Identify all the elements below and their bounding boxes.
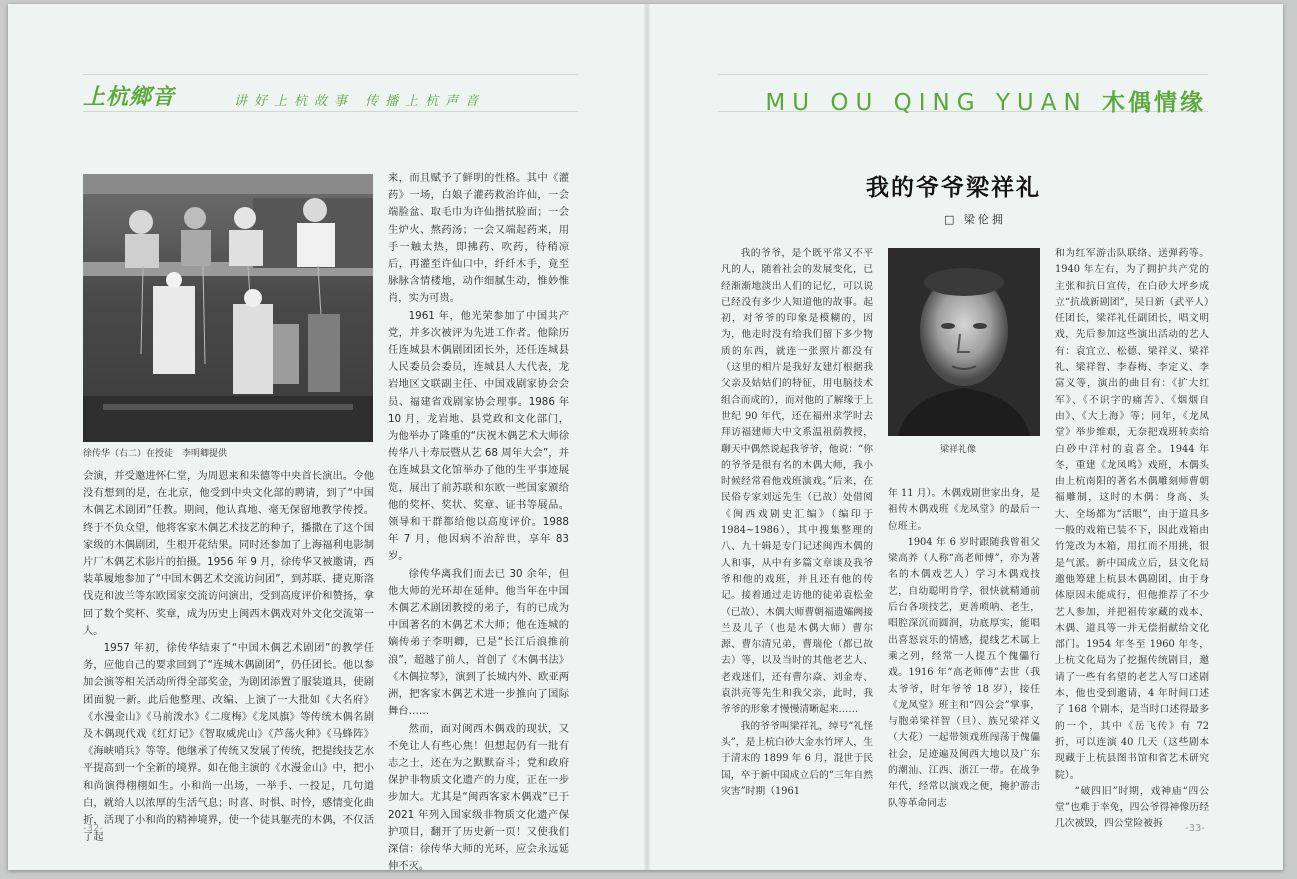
right-header-rule-top (718, 74, 1208, 75)
right-col1-paragraph: 我的爷爷叫梁祥礼，绰号“礼怪头”，是上杭白砂大金水竹坪人，生于清末的 1899 年 6 月，混世于民国，卒于新中国成立后的“三年自然灾害”时期（1961 (721, 720, 873, 797)
magazine-logo: 上杭鄉音 (83, 85, 176, 110)
section-title-cn: 木偶情缘 (1102, 90, 1206, 116)
magazine-spread (8, 4, 1283, 873)
photo-caption: 徐传华（右二）在授徒 李明卿提供 (83, 449, 228, 459)
section-title (765, 84, 1206, 117)
portrait-caption: 梁祥礼像 (940, 445, 977, 455)
page-number-left: -32- (83, 823, 103, 834)
right-col3-paragraph: “破四旧”时期，戏神庙“四公堂”也难于幸免，四公爷得神像历经几次被毁，四公堂险被拆 (1055, 785, 1209, 830)
article-author: □ 梁伦拥 (944, 213, 1006, 226)
left-column-2 (388, 170, 569, 873)
right-col3-paragraph: 和为红军游击队联络、送弹药等。1940 年左右，为了拥护共产党的主张和抗日宣传，在白砂大坪乡成立“抗战新剧团”，吴日新（武平人）任团长，梁祥礼任副团长，唱文明戏，先后参加这些演出活动的艺人有：袁宜立、松德、梁祥义、梁祥礼、梁祥智、李春梅、李定义、李富义等，演出的曲目有：《扩大红军》、《不识字的痛苦》、《烟烟自由》、《大上海》等；同年，《龙凤堂》举步维艰，无奈把戏班转卖给白砂中洋村的袁喜全。1944 年冬，重建《龙凤鸣》戏班，木偶头由上杭南阳的著名木偶雕刻师曹朝福雕制，这时的木偶：身高、头大、全场都为“活眼”，由于道具多一般的戏箱已装不下，因此戏箱由竹笼改为木箱，用扛而不用挑，很是气派。新中国成立后，县文化局邀他筹建上杭县木偶剧团，由于身体原因未能成行，但他推荐了不少艺人参加，并把祖传家藏的戏本、木偶、道具等一并无偿捐献给文化部门。1954 年冬至 1960 年冬，上杭文化局为了挖掘传统剧目，邀请了一些有名望的老艺人写口述剧本，他也受到邀请，4 年时间口述了 168 个剧本，是当时口述得最多的一个，其中《岳飞传》有 72 折，可以连演 40 几天（这些剧本现藏于上杭县图书馆和省艺术研究院）。 (1055, 248, 1209, 781)
right-col2-paragraph: 1904 年 6 岁时跟随我曾祖父梁高养（人称“高老师傅”，亦为著名的木偶戏艺人）学习木偶戏技艺，自幼聪明肯学，很快就精通前后台各项技艺，更善唢呐、老生，唱腔深沉而圆润，功底厚实，能唱出喜怒哀乐的情感，提线艺术属上乘之列，经常一人提五个傀儡行戏。1916 年“高老师傅”去世（我太爷爷，时年爷爷 18 岁），接任《龙凤堂》班主和“四公会”掌事，与胞弟梁祥智（旦）、族兄梁祥义（大花）一起带领戏班闯荡于傀儡社会，足迹遍及闽西大地以及广东的潮汕、江西、浙江一带。在战争年代，经常以演戏之便，掩护游击队等革命同志 (888, 536, 1040, 809)
right-col2-paragraph: 年 11 月）。木偶戏剧世家出身，是祖传木偶戏班《龙凤堂》的最后一位班主。 (888, 488, 1040, 532)
right-column-1 (721, 246, 873, 826)
puppet-show-photo (83, 174, 373, 442)
left-col2-paragraph: 然而，面对闽西木偶戏的现状，又不免让人有些心焦！但想起仍有一批有志之士，还在为之默默奋斗；党和政府保护非物质文化遗产的力度，正在一步步加大。尤其是“闽西客家木偶戏”已于 2021 年列入国家级非物质文化遗产保护项目，翻开了历史新一页！又使我们深信：徐传华大师的光环，应会永远延伸不灭。 (388, 722, 569, 873)
puppet-show-image (83, 174, 373, 442)
left-col2-paragraph: 徐传华离我们而去已 30 余年，但他大师的光环却在延伸。他当年在中国木偶艺术剧团教授的弟子，有的已成为中国著名的木偶艺术大师；他在连城的嫡传弟子李明卿，已是“长江后浪推前浪”，超越了前人，首创了《木偶书法》《木偶拉琴》，演到了长城内外、欧亚两洲，把客家木偶艺术进一步推向了国际舞台…… (388, 567, 569, 718)
section-title-en: MU OU QING YUAN (765, 90, 1088, 116)
spine-gutter (644, 4, 650, 870)
left-header-rule-bottom (83, 111, 578, 112)
left-col2-paragraph: 1961 年，他光荣参加了中国共产党，并多次被评为先进工作者。他除历任连城县木偶剧团团长外，还任连城县人民委员会委员，连城县人大代表，龙岩地区文联副主任、中国戏剧家协会会员、福建省戏剧家协会理事。1986 年 10 月，龙岩地、县党政和文化部门，为他举办了隆重的“庆祝木偶艺术大师徐传华八十寿辰暨从艺 68 周年大会”，并在连城县文化馆举办了他的生平事迹展览，展出了前苏联和东欧一些国家颁给他的奖杯、奖状、奖章、证书等展品。领导和干群都给他以高度评价。1988 年 7 月，他因病不治辞世，享年 83 岁。 (388, 309, 569, 563)
right-column-2 (888, 486, 1040, 826)
portrait-image (888, 248, 1040, 436)
header-slogan: 讲好上杭故事 传播上杭声音 (234, 94, 486, 109)
article-title: 我的爷爷梁祥礼 (866, 175, 1041, 201)
left-col1-paragraph: 会演，并受邀进怀仁堂，为周恩来和朱德等中央首长演出。令他没有想到的是，在北京，他受到中央文化部的聘请，到了“中国木偶艺术剧团”任教。期间，他认真地、毫无保留地教学传授。终于不负众望，他将客家木偶艺术技艺的种子，播撒在了这个国家级的木偶剧团，生根开花结果。同时还参加了上海福利电影制片厂木偶艺术影片的拍摄。1956 年 9 月，徐传华又被邀请，西装革履地参加了“中国木偶艺术交流访问团”，到苏联、捷克斯洛伐克和波兰等东欧国家交流访问演出，受到高度评价和赞扬，拿回了数个奖杯、奖章，成为历史上闽西木偶戏对外文化交流第一人。 (83, 470, 374, 637)
page-number-right: -33- (1185, 823, 1205, 834)
portrait-photo (888, 248, 1040, 436)
left-header-rule-top (83, 74, 578, 75)
left-col1-paragraph: 1957 年初，徐传华结束了“中国木偶艺术剧团”的教学任务，应他自己的要求回到了“连城木偶剧团”，仍任团长。他以参加会演等相关活动所得全部奖金，为剧团添置了服装道具，使剧团面貌一新。此后他整理、改编、上演了一大批如《大名府》《水漫金山》《马前泼水》《二度梅》《龙凤旗》等传统木偶名剧及木偶现代戏《红灯记》《智取威虎山》《芦荡火种》《马蜂阵》《海峡哨兵》等等。他继承了传统又发展了传统，把提线技艺水平提高到一个全新的境界。如在他主演的《水漫金山》中，把小和尚演得栩栩如生。小和尚一出场，一举手、一投足，几句道白，就给人以浓厚的生活气息；时喜、时惧、时怜，感情变化曲折，活现了小和尚的精神境界，使一个徒具躯壳的木偶，不仅活了起 (83, 642, 374, 844)
left-col2-paragraph: 来，而且赋予了鲜明的性格。其中《灌药》一场，白娘子灌药救治许仙，一会端脸盆、取毛巾为许仙揩拭脸面；一会生炉火、熬药汤；一会又端起药来，用手一触太热，即拂药、吹药，待稍凉后，再灌至许仙口中，纤纤木手，竟至脉脉含情楼地，动作细腻生动，惟妙惟肖，实为可贵。 (388, 172, 569, 305)
right-col1-paragraph: 我的爷爷，是个既平常又不平凡的人，随着社会的发展变化，已经渐渐地淡出人们的记忆，可以说已经没有多少人知道他的故事。起初，对爷爷的印象是模糊的，因为，他走时没有给我们留下多少物质的东西，就连一张照片都没有（这里的相片是我好友建灯根据我父亲及姑姑们的特征，用电脑技术组合而成的），而对他的了解缘于上世纪 90 年代，还在福州求学时去拜访福建师大中文系温祖荫教授，聊天中偶然说起我爷爷，他说：“你的爷爷是很有名的木偶大师，我小时候经常看他戏班演戏。”后来，在民俗专家刘远先生（已故）处借阅《闽西戏剧史汇编》（编印于 1984~1986），其中搜集整理的八、九十辑是专门记述闽西木偶的人和事，从中有多篇文章谈及我爷爷和他的戏班，并且还有他的传记。接着通过走访他的徒弟袁松金（已故）、木偶大师曹朝福遗孀阙接兰及儿子（也是木偶大师）曹尔源、曹尔清兄弟，曹瑞伦（都已故去）等，以及当时的其他老艺人、老戏迷们，还有曹尔焱、刘金寿、袁洪亮等先生和我父亲，此时，我爷爷的形象才慢慢清晰起来…… (721, 248, 873, 716)
